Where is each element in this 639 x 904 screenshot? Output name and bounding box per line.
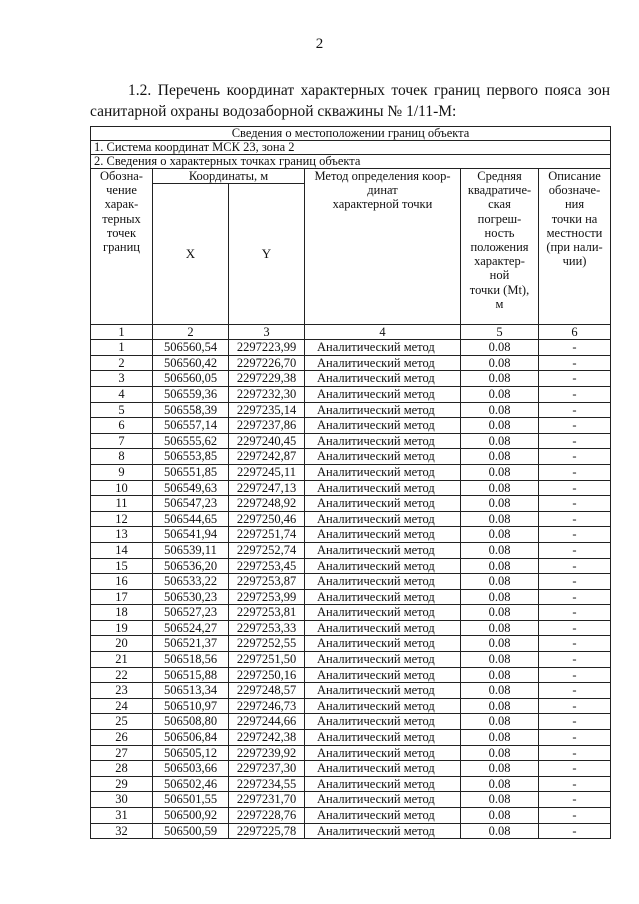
method: Аналитический метод xyxy=(305,730,461,746)
description: - xyxy=(539,698,611,714)
description: - xyxy=(539,355,611,371)
coord-x: 506501,55 xyxy=(153,792,229,808)
coord-y: 2297232,30 xyxy=(229,386,305,402)
description: - xyxy=(539,620,611,636)
coord-y: 2297250,16 xyxy=(229,667,305,683)
accuracy: 0.08 xyxy=(461,745,539,761)
description: - xyxy=(539,558,611,574)
method: Аналитический метод xyxy=(305,636,461,652)
method: Аналитический метод xyxy=(305,652,461,668)
accuracy: 0.08 xyxy=(461,823,539,839)
accuracy: 0.08 xyxy=(461,386,539,402)
table-row xyxy=(91,542,611,558)
coord-y: 2297234,55 xyxy=(229,776,305,792)
table-row xyxy=(91,808,611,824)
method: Аналитический метод xyxy=(305,527,461,543)
accuracy: 0.08 xyxy=(461,761,539,777)
table-row xyxy=(91,792,611,808)
header-designation: Обозна- чение харак- терных точек границ xyxy=(91,169,153,325)
point-number: 32 xyxy=(91,823,153,839)
coord-x: 506503,66 xyxy=(153,761,229,777)
coord-x: 506524,27 xyxy=(153,620,229,636)
coord-y: 2297237,86 xyxy=(229,418,305,434)
method: Аналитический метод xyxy=(305,776,461,792)
accuracy: 0.08 xyxy=(461,527,539,543)
coord-x: 506530,23 xyxy=(153,589,229,605)
coord-y: 2297246,73 xyxy=(229,698,305,714)
method: Аналитический метод xyxy=(305,605,461,621)
description: - xyxy=(539,574,611,590)
description: - xyxy=(539,589,611,605)
method: Аналитический метод xyxy=(305,355,461,371)
coord-y: 2297253,81 xyxy=(229,605,305,621)
coord-y: 2297248,57 xyxy=(229,683,305,699)
accuracy: 0.08 xyxy=(461,620,539,636)
coordinate-system: 1. Система координат МСК 23, зона 2 xyxy=(91,141,611,155)
description: - xyxy=(539,667,611,683)
coord-y: 2297250,46 xyxy=(229,511,305,527)
accuracy: 0.08 xyxy=(461,589,539,605)
method: Аналитический метод xyxy=(305,542,461,558)
accuracy: 0.08 xyxy=(461,808,539,824)
accuracy: 0.08 xyxy=(461,418,539,434)
header-coords: Координаты, м xyxy=(153,169,305,184)
table-row xyxy=(91,605,611,621)
coord-x: 506541,94 xyxy=(153,527,229,543)
coord-x: 506506,84 xyxy=(153,730,229,746)
coord-x: 506513,34 xyxy=(153,683,229,699)
column-number: 3 xyxy=(229,325,305,340)
method: Аналитический метод xyxy=(305,683,461,699)
coord-x: 506505,12 xyxy=(153,745,229,761)
description: - xyxy=(539,496,611,512)
accuracy: 0.08 xyxy=(461,433,539,449)
point-number: 3 xyxy=(91,371,153,387)
method: Аналитический метод xyxy=(305,386,461,402)
table-row xyxy=(91,402,611,418)
point-number: 28 xyxy=(91,761,153,777)
column-number: 6 xyxy=(539,325,611,340)
accuracy: 0.08 xyxy=(461,449,539,465)
accuracy: 0.08 xyxy=(461,402,539,418)
coord-x: 506508,80 xyxy=(153,714,229,730)
coord-x: 506536,20 xyxy=(153,558,229,574)
point-number: 25 xyxy=(91,714,153,730)
description: - xyxy=(539,480,611,496)
table-row xyxy=(91,730,611,746)
coord-x: 506539,11 xyxy=(153,542,229,558)
description: - xyxy=(539,792,611,808)
coord-x: 506533,22 xyxy=(153,574,229,590)
point-number: 23 xyxy=(91,683,153,699)
method: Аналитический метод xyxy=(305,558,461,574)
table-row xyxy=(91,433,611,449)
table-row xyxy=(91,464,611,480)
description: - xyxy=(539,386,611,402)
accuracy: 0.08 xyxy=(461,698,539,714)
coord-y: 2297247,13 xyxy=(229,480,305,496)
method: Аналитический метод xyxy=(305,433,461,449)
coord-y: 2297252,55 xyxy=(229,636,305,652)
coord-y: 2297251,50 xyxy=(229,652,305,668)
description: - xyxy=(539,340,611,356)
description: - xyxy=(539,402,611,418)
coordinates-table xyxy=(90,126,611,839)
description: - xyxy=(539,761,611,777)
point-number: 17 xyxy=(91,589,153,605)
table-row xyxy=(91,527,611,543)
description: - xyxy=(539,745,611,761)
table-row xyxy=(91,558,611,574)
accuracy: 0.08 xyxy=(461,667,539,683)
accuracy: 0.08 xyxy=(461,496,539,512)
point-number: 5 xyxy=(91,402,153,418)
coord-y: 2297245,11 xyxy=(229,464,305,480)
accuracy: 0.08 xyxy=(461,464,539,480)
accuracy: 0.08 xyxy=(461,480,539,496)
table-row xyxy=(91,480,611,496)
table-row xyxy=(91,698,611,714)
coord-x: 506560,42 xyxy=(153,355,229,371)
point-number: 10 xyxy=(91,480,153,496)
table-row xyxy=(91,371,611,387)
method: Аналитический метод xyxy=(305,402,461,418)
accuracy: 0.08 xyxy=(461,605,539,621)
coord-x: 506558,39 xyxy=(153,402,229,418)
coord-y: 2297242,87 xyxy=(229,449,305,465)
description: - xyxy=(539,371,611,387)
header-y: Y xyxy=(229,184,305,325)
method: Аналитический метод xyxy=(305,761,461,777)
coord-x: 506544,65 xyxy=(153,511,229,527)
description: - xyxy=(539,605,611,621)
point-number: 4 xyxy=(91,386,153,402)
description: - xyxy=(539,433,611,449)
coord-x: 506521,37 xyxy=(153,636,229,652)
coord-x: 506515,88 xyxy=(153,667,229,683)
description: - xyxy=(539,808,611,824)
coord-x: 506500,59 xyxy=(153,823,229,839)
section-heading: 1.2. Перечень координат характерных точек границ первого пояса зон санитарной охраны водозаборной скважины № 1/11-М: xyxy=(90,82,610,120)
coord-y: 2297253,87 xyxy=(229,574,305,590)
description: - xyxy=(539,652,611,668)
table-row xyxy=(91,714,611,730)
table-row xyxy=(91,823,611,839)
point-number: 12 xyxy=(91,511,153,527)
points-info: 2. Сведения о характерных точках границ объекта xyxy=(91,155,611,169)
table-row xyxy=(91,667,611,683)
accuracy: 0.08 xyxy=(461,792,539,808)
accuracy: 0.08 xyxy=(461,355,539,371)
method: Аналитический метод xyxy=(305,340,461,356)
accuracy: 0.08 xyxy=(461,776,539,792)
point-number: 27 xyxy=(91,745,153,761)
method: Аналитический метод xyxy=(305,792,461,808)
coord-y: 2297225,78 xyxy=(229,823,305,839)
table-row xyxy=(91,652,611,668)
point-number: 19 xyxy=(91,620,153,636)
coord-x: 506559,36 xyxy=(153,386,229,402)
coord-x: 506502,46 xyxy=(153,776,229,792)
column-numbers-row xyxy=(91,325,611,340)
description: - xyxy=(539,636,611,652)
description: - xyxy=(539,449,611,465)
header-description: Описание обозначе- ния точки на местности (при нали- чии) xyxy=(539,169,611,325)
accuracy: 0.08 xyxy=(461,371,539,387)
table-row xyxy=(91,355,611,371)
coord-y: 2297253,45 xyxy=(229,558,305,574)
description: - xyxy=(539,683,611,699)
method: Аналитический метод xyxy=(305,449,461,465)
point-number: 18 xyxy=(91,605,153,621)
coord-x: 506549,63 xyxy=(153,480,229,496)
table-row xyxy=(91,636,611,652)
coord-x: 506510,97 xyxy=(153,698,229,714)
description: - xyxy=(539,511,611,527)
point-number: 16 xyxy=(91,574,153,590)
method: Аналитический метод xyxy=(305,464,461,480)
accuracy: 0.08 xyxy=(461,652,539,668)
point-number: 30 xyxy=(91,792,153,808)
coord-x: 506560,54 xyxy=(153,340,229,356)
coord-x: 506518,56 xyxy=(153,652,229,668)
coord-x: 506555,62 xyxy=(153,433,229,449)
point-number: 2 xyxy=(91,355,153,371)
table-row xyxy=(91,574,611,590)
coord-y: 2297231,70 xyxy=(229,792,305,808)
accuracy: 0.08 xyxy=(461,730,539,746)
point-number: 13 xyxy=(91,527,153,543)
point-number: 22 xyxy=(91,667,153,683)
coord-x: 506557,14 xyxy=(153,418,229,434)
accuracy: 0.08 xyxy=(461,714,539,730)
description: - xyxy=(539,418,611,434)
method: Аналитический метод xyxy=(305,511,461,527)
method: Аналитический метод xyxy=(305,371,461,387)
table-row xyxy=(91,449,611,465)
description: - xyxy=(539,823,611,839)
accuracy: 0.08 xyxy=(461,636,539,652)
method: Аналитический метод xyxy=(305,667,461,683)
page-number: 2 xyxy=(315,36,324,52)
table-row xyxy=(91,745,611,761)
description: - xyxy=(539,714,611,730)
system-row xyxy=(91,141,611,155)
table-row xyxy=(91,418,611,434)
table-title-row xyxy=(91,127,611,141)
table-title: Сведения о местоположении границ объекта xyxy=(91,127,611,141)
coord-y: 2297242,38 xyxy=(229,730,305,746)
point-number: 14 xyxy=(91,542,153,558)
point-number: 26 xyxy=(91,730,153,746)
coord-y: 2297240,45 xyxy=(229,433,305,449)
coord-x: 506547,23 xyxy=(153,496,229,512)
point-number: 11 xyxy=(91,496,153,512)
description: - xyxy=(539,464,611,480)
point-number: 15 xyxy=(91,558,153,574)
coord-y: 2297251,74 xyxy=(229,527,305,543)
coord-x: 506560,05 xyxy=(153,371,229,387)
table-row xyxy=(91,776,611,792)
accuracy: 0.08 xyxy=(461,511,539,527)
accuracy: 0.08 xyxy=(461,558,539,574)
column-number: 1 xyxy=(91,325,153,340)
table-row xyxy=(91,620,611,636)
coord-y: 2297237,30 xyxy=(229,761,305,777)
table-row xyxy=(91,761,611,777)
method: Аналитический метод xyxy=(305,496,461,512)
coord-y: 2297239,92 xyxy=(229,745,305,761)
accuracy: 0.08 xyxy=(461,340,539,356)
point-number: 29 xyxy=(91,776,153,792)
point-number: 9 xyxy=(91,464,153,480)
coord-y: 2297244,66 xyxy=(229,714,305,730)
coord-y: 2297252,74 xyxy=(229,542,305,558)
description: - xyxy=(539,542,611,558)
table-row xyxy=(91,511,611,527)
coord-y: 2297235,14 xyxy=(229,402,305,418)
header-method: Метод определения коор- динат характерной точки xyxy=(305,169,461,325)
point-number: 21 xyxy=(91,652,153,668)
points-info-row xyxy=(91,155,611,169)
method: Аналитический метод xyxy=(305,823,461,839)
column-number: 2 xyxy=(153,325,229,340)
method: Аналитический метод xyxy=(305,745,461,761)
table-row xyxy=(91,386,611,402)
coord-y: 2297228,76 xyxy=(229,808,305,824)
coord-x: 506553,85 xyxy=(153,449,229,465)
coord-y: 2297253,99 xyxy=(229,589,305,605)
method: Аналитический метод xyxy=(305,714,461,730)
table-row xyxy=(91,496,611,512)
header-accuracy: Средняя квадратиче- ская погреш- ность положения характер- ной точки (Mt), м xyxy=(461,169,539,325)
method: Аналитический метод xyxy=(305,589,461,605)
method: Аналитический метод xyxy=(305,698,461,714)
method: Аналитический метод xyxy=(305,808,461,824)
column-number: 4 xyxy=(305,325,461,340)
method: Аналитический метод xyxy=(305,480,461,496)
point-number: 6 xyxy=(91,418,153,434)
description: - xyxy=(539,730,611,746)
coord-x: 506551,85 xyxy=(153,464,229,480)
column-number: 5 xyxy=(461,325,539,340)
method: Аналитический метод xyxy=(305,620,461,636)
coord-y: 2297253,33 xyxy=(229,620,305,636)
accuracy: 0.08 xyxy=(461,683,539,699)
point-number: 1 xyxy=(91,340,153,356)
header-row xyxy=(91,169,611,184)
coord-y: 2297248,92 xyxy=(229,496,305,512)
coord-y: 2297226,70 xyxy=(229,355,305,371)
description: - xyxy=(539,776,611,792)
method: Аналитический метод xyxy=(305,418,461,434)
table-row xyxy=(91,340,611,356)
accuracy: 0.08 xyxy=(461,542,539,558)
point-number: 8 xyxy=(91,449,153,465)
table-row xyxy=(91,683,611,699)
table-row xyxy=(91,589,611,605)
header-x: X xyxy=(153,184,229,325)
coord-x: 506527,23 xyxy=(153,605,229,621)
point-number: 20 xyxy=(91,636,153,652)
accuracy: 0.08 xyxy=(461,574,539,590)
description: - xyxy=(539,527,611,543)
coord-y: 2297223,99 xyxy=(229,340,305,356)
point-number: 24 xyxy=(91,698,153,714)
point-number: 31 xyxy=(91,808,153,824)
method: Аналитический метод xyxy=(305,574,461,590)
point-number: 7 xyxy=(91,433,153,449)
coord-x: 506500,92 xyxy=(153,808,229,824)
coord-y: 2297229,38 xyxy=(229,371,305,387)
